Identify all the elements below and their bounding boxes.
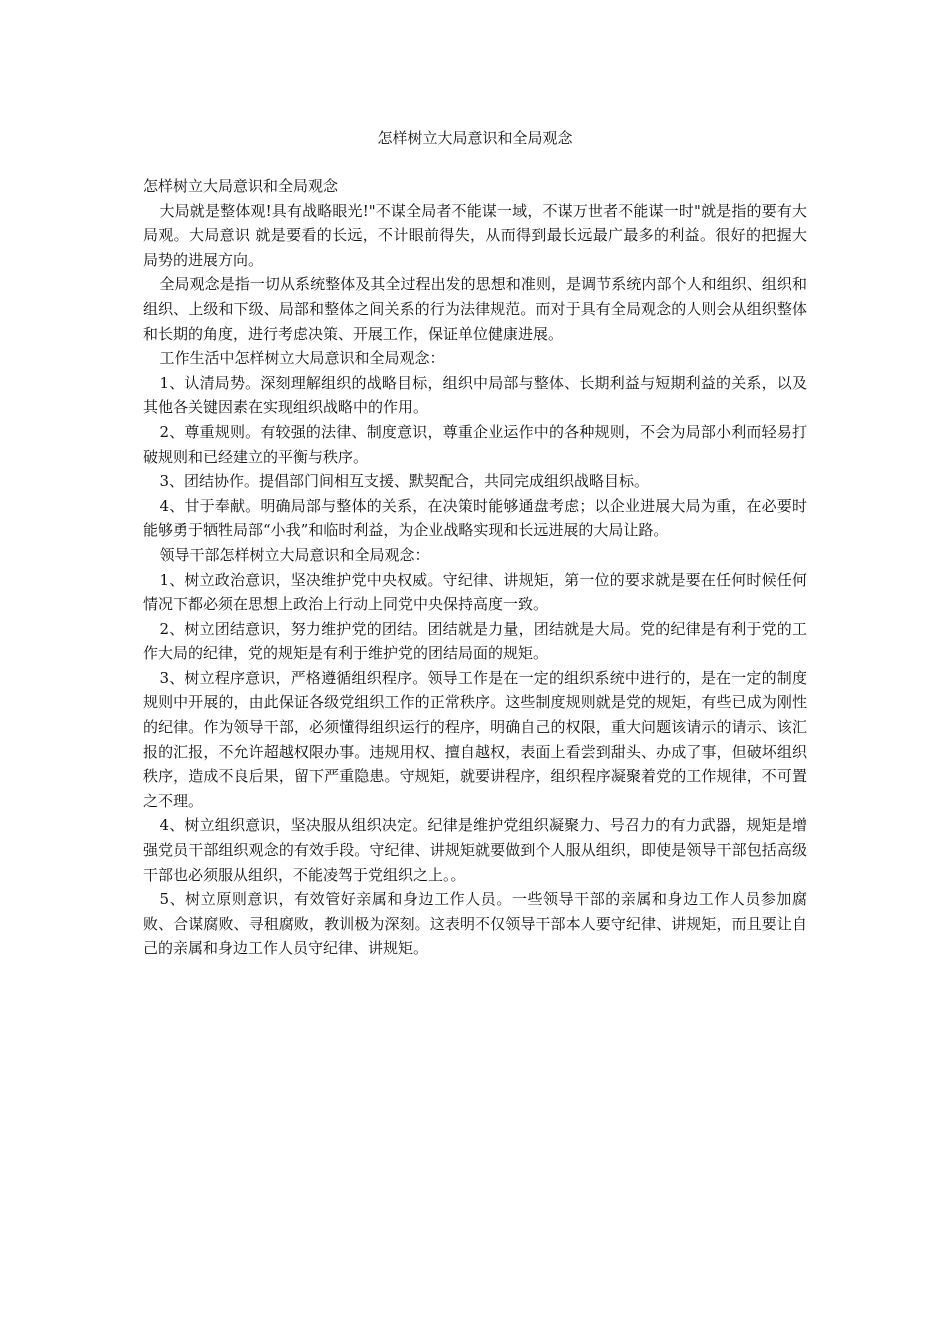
list-item-leader-5: 5、树立原则意识，有效管好亲属和身边工作人员。一些领导干部的亲属和身边工作人员参加腐败、合谋腐败、寻租腐败，教训极为深刻。这表明不仅领导干部本人要守纪律、讲规矩，而且要让自己的亲属和身边工作人员守纪律、讲规矩。 [143, 890, 807, 958]
list-item-leader-1: 1、树立政治意识，坚决维护党中央权威。守纪律、讲规矩，第一位的要求就是要在任何时候任何情况下都必须在思想上政治上行动上同党中央保持高度一致。 [143, 570, 807, 614]
list-item-work-2: 2、尊重规则。有较强的法律、制度意识，尊重企业运作中的各种规则，不会为局部小利而轻易打破规则和已经建立的平衡与秩序。 [143, 422, 807, 466]
section-heading-work-life: 工作生活中怎样树立大局意识和全局观念： [159, 349, 445, 368]
list-item-leader-4: 4、树立组织意识，坚决服从组织决定。纪律是维护党组织凝聚力、号召力的有力武器，规矩是增强党员干部组织观念的有效手段。守纪律、讲规矩就要做到个人服从组织，即使是领导干部包括高级干部也必须服从组织，不能凌驾于党组织之上。。 [143, 816, 807, 884]
list-item-work-4: 4、甘于奉献。明确局部与整体的关系，在决策时能够通盘考虑；以企业进展大局为重，在必要时能够勇于牺牲局部“小我”和临时利益，为企业战略实现和长远进展的大局让路。 [143, 496, 807, 540]
section-heading-leaders: 领导干部怎样树立大局意识和全局观念： [159, 545, 430, 564]
document-body [143, 174, 807, 961]
document-subtitle: 怎样树立大局意识和全局观念 [143, 177, 339, 195]
paragraph-intro-1: 大局就是整体观!具有战略眼光!"不谋全局者不能谋一域，不谋万世者不能谋一时"就是指的要有大局观。大局意识 就是要看的长远，不计眼前得失，从而得到最长远最广最多的利益。很好的把握大局势的进展方向。 [143, 201, 807, 269]
paragraph-intro-2: 全局观念是指一切从系统整体及其全过程出发的思想和准则，是调节系统内部个人和组织、组织和组织、上级和下级、局部和整体之间关系的行为法律规范。而对于具有全局观念的人则会从组织整体和长期的角度，进行考虑决策、开展工作，保证单位健康进展。 [143, 275, 807, 343]
list-item-work-1: 1、认清局势。深刻理解组织的战略目标，组织中局部与整体、长期利益与短期利益的关系，以及其他各关键因素在实现组织战略中的作用。 [143, 373, 807, 417]
list-item-leader-3: 3、树立程序意识，严格遵循组织程序。领导工作是在一定的组织系统中进行的，是在一定的制度规则中开展的，由此保证各级党组织工作的正常秩序。这些制度规则就是党的规矩，有些已成为刚性的纪律。作为领导干部，必须懂得组织运行的程序，明确自己的权限，重大问题该请示的请示、该汇报的汇报，不允许超越权限办事。违规用权、擅自越权，表面上看尝到甜头、办成了事，但破坏组织秩序，造成不良后果，留下严重隐患。守规矩，就要讲程序，组织程序凝聚着党的工作规律，不可置之不理。 [143, 668, 807, 810]
document-title: 怎样树立大局意识和全局观念 [377, 129, 573, 147]
list-item-leader-2: 2、树立团结意识，努力维护党的团结。团结就是力量，团结就是大局。党的纪律是有利于党的工作大局的纪律，党的规矩是有利于维护党的团结局面的规矩。 [143, 619, 807, 663]
list-item-work-3: 3、团结协作。提倡部门间相互支援、默契配合，共同完成组织战略目标。 [159, 472, 650, 491]
